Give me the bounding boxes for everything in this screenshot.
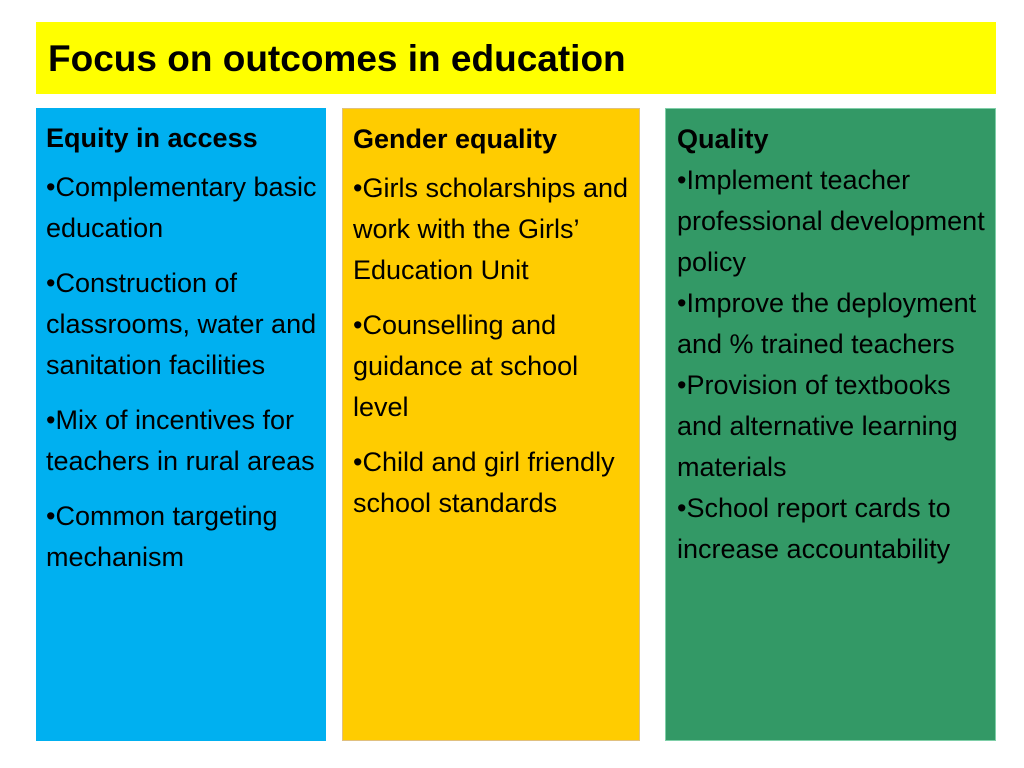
page-title: Focus on outcomes in education (48, 37, 626, 79)
bullet-list (46, 167, 318, 578)
list-item: •Construction of classrooms, water and sanitation facilities (46, 268, 317, 380)
column-heading: Gender equality (353, 124, 558, 154)
list-item: •Improve the deployment and % trained teachers (677, 288, 977, 359)
column-quality (665, 108, 996, 741)
bullet-list (677, 160, 987, 570)
list-item: •Girls scholarships and work with the Girls’ Education Unit (353, 173, 629, 285)
list-item: •Counselling and guidance at school level (353, 310, 579, 422)
list-item: •Provision of textbooks and alternative learning materials (677, 370, 958, 482)
column-heading: Equity in access (46, 123, 258, 153)
list-item: •Complementary basic education (46, 172, 317, 243)
column-equity-in-access (36, 108, 326, 741)
list-item: •Common targeting mechanism (46, 501, 278, 572)
list-item: •Mix of incentives for teachers in rural areas (46, 405, 315, 476)
title-bar (36, 22, 996, 94)
column-gender-equality (342, 108, 640, 741)
list-item: •Child and girl friendly school standards (353, 447, 615, 518)
column-heading: Quality (677, 124, 769, 154)
bullet-list (353, 168, 631, 524)
list-item: •School report cards to increase accountability (677, 493, 951, 564)
list-item: •Implement teacher professional development policy (677, 165, 985, 277)
